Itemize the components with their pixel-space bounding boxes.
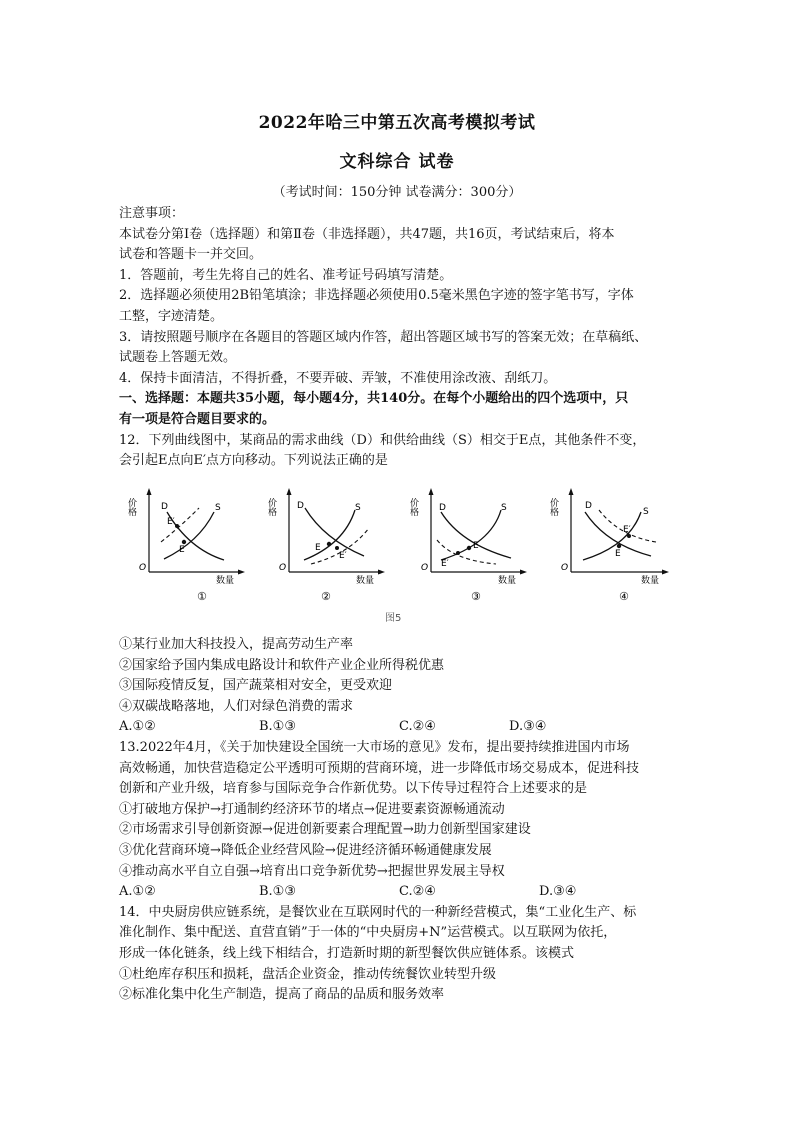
- e-label: E: [179, 545, 185, 555]
- q12-stem-line1: 12．下列曲线图中，某商品的需求曲线（D）和供给曲线（S）相交于E点，其他条件不变，: [119, 432, 646, 448]
- q12-figure: [119, 484, 679, 624]
- q14-stem-line: 准化制作、集中配送、直营直销”于一体的“中央厨房+N”运营模式。以互联网为依托，: [119, 925, 617, 941]
- q13-option-a: A.①②: [119, 884, 156, 900]
- q12-item: ③国际疫情反复，国产蔬菜相对安全，更受欢迎: [119, 678, 393, 694]
- q13-item: ③优化营商环境→降低企业经营风险→促进经济循环畅通健康发展: [119, 842, 492, 858]
- panel-label-3: ③: [471, 590, 481, 603]
- q14-item: ②标准化集中化生产制造，提高了商品的品质和服务效率: [119, 987, 445, 1003]
- exam-title: 2022年哈三中第五次高考模拟考试: [258, 113, 536, 133]
- x-axis-label: 数量: [356, 576, 375, 586]
- demand-curve: [441, 512, 511, 558]
- y-axis-arrow: [287, 488, 292, 495]
- q12-item: ④双碳战略落地，人们对绿色消费的需求: [119, 698, 354, 714]
- exam-info: （考试时间：150分钟 试卷满分：300分）: [272, 185, 522, 200]
- e-label: E: [315, 543, 321, 553]
- figure-caption: 图5: [385, 613, 402, 624]
- q13-option-b: B.①③: [259, 884, 296, 900]
- s-label: S: [215, 503, 221, 513]
- y-axis-arrow: [147, 488, 152, 495]
- origin-label: O: [421, 563, 429, 573]
- notice-line: 4．保持卡面清洁，不得折叠，不要弄破、弄皱，不准使用涂改液、刮纸刀。: [119, 370, 557, 386]
- origin-label: O: [139, 563, 147, 573]
- q12-option-a: A.①②: [119, 719, 156, 735]
- d-label: D: [297, 501, 304, 511]
- q13-stem-line: 创新和产业升级，培育参与国际竞争合作新优势。以下传导过程符合上述要求的是: [119, 781, 588, 797]
- origin-label: O: [279, 563, 287, 573]
- s-label: S: [643, 507, 649, 517]
- q13-item: ②市场需求引导创新资源→促进创新要素合理配置→助力创新型国家建设: [119, 822, 531, 838]
- point-e-prime: [456, 551, 460, 555]
- point-e: [327, 542, 331, 546]
- e-label: E: [615, 549, 621, 559]
- e-prime-label: E′: [339, 551, 347, 561]
- panel-label-4: ④: [619, 590, 629, 603]
- notice-line: 3．请按照题号顺序在各题目的答题区域内作答，超出答题区域书写的答案无效；在草稿纸、: [119, 329, 648, 345]
- exam-subtitle: 文科综合 试卷: [339, 152, 455, 172]
- notice-line: 1．答题前，考生先将自己的姓名、准考证号码填写清楚。: [119, 267, 453, 283]
- x-axis-label: 数量: [498, 576, 517, 586]
- q12-stem-line2: 会引起E点向E′点方向移动。下列说法正确的是: [119, 453, 388, 469]
- q12-option-d: D.③④: [509, 719, 547, 735]
- notice-line: 工整，字迹清楚。: [119, 308, 224, 324]
- q12-graph-3: [401, 484, 536, 604]
- point-e: [182, 540, 186, 544]
- d-label: D: [585, 501, 592, 511]
- supply-curve: [583, 512, 641, 560]
- origin-label: O: [561, 563, 569, 573]
- q12-graph-4: [541, 484, 679, 604]
- e-label: E: [473, 541, 479, 551]
- q13-item: ④推动高水平自立自强→培育出口竞争新优势→把握世界发展主导权: [119, 863, 505, 879]
- notice-block: [119, 204, 679, 472]
- q12-item: ①某行业加大科技投入，提高劳动生产率: [119, 637, 354, 652]
- e-prime-label: E′: [623, 525, 631, 535]
- section-heading-line1: 一、选择题：本题共35小题，每小题4分，共140分。在每个小题给出的四个选项中，只: [119, 391, 629, 407]
- e-prime-label: E′: [441, 559, 449, 569]
- question-block: [119, 635, 679, 1006]
- demand-curve: [305, 508, 364, 556]
- q12-item: ②国家给予国内集成电路设计和软件产业企业所得税优惠: [119, 657, 445, 673]
- y-axis-label: 价格: [126, 498, 136, 516]
- q12-option-b: B.①③: [259, 719, 296, 735]
- q13-stem-line: 13.2022年4月，《关于加快建设全国统一大市场的意见》发布，提出要持续推进国内市场: [119, 739, 630, 755]
- supply-curve: [441, 510, 501, 560]
- x-axis-arrow: [520, 570, 527, 575]
- y-axis-label: 价格: [408, 498, 418, 516]
- q13-stem-line: 高效畅通，加快营造稳定公平透明可预期的营商环境，进一步降低市场交易成本，促进科技: [119, 760, 640, 776]
- q14-item: ①杜绝库存积压和损耗，盘活企业资金，推动传统餐饮业转型升级: [119, 966, 497, 982]
- q13-option-c: C.②④: [399, 884, 436, 900]
- x-axis-arrow: [662, 570, 669, 575]
- e-prime-label: E′: [167, 517, 175, 527]
- q14-stem-line: 形成一体化链条，线上线下相结合，打造新时期的新型餐饮供应链体系。该模式: [119, 945, 575, 961]
- point-e: [467, 546, 471, 550]
- point-e: [617, 544, 621, 548]
- y-axis-label: 价格: [266, 498, 276, 516]
- s-label: S: [355, 503, 361, 513]
- panel-label-2: ②: [321, 590, 331, 603]
- q13-options: [119, 882, 679, 903]
- s-label: S: [501, 503, 507, 513]
- notice-line: 试题卷上答题无效。: [119, 350, 237, 366]
- point-e-prime: [335, 546, 339, 550]
- q13-option-d: D.③④: [539, 884, 577, 900]
- notice-line: 2．选择题必须使用2B铅笔填涂；非选择题必须使用0.5毫米黑色字迹的签字笔书写，字体: [119, 288, 634, 304]
- point-e-prime: [175, 524, 179, 528]
- notice-line: 试卷和答题卡一并交回。: [119, 247, 263, 263]
- y-axis-arrow: [429, 488, 434, 495]
- y-axis-arrow: [569, 488, 574, 495]
- x-axis-arrow: [238, 570, 245, 575]
- q12-options: [119, 717, 679, 738]
- q12-option-c: C.②④: [399, 719, 436, 735]
- x-axis-label: 数量: [641, 576, 660, 586]
- x-axis-label: 数量: [216, 576, 235, 586]
- d-label: D: [439, 503, 446, 513]
- section-heading-line2: 有一项是符合题目要求的。: [119, 411, 276, 427]
- q12-graph-2: [259, 484, 394, 604]
- x-axis-arrow: [378, 570, 385, 575]
- q13-item: ①打破地方保护→打通制约经济环节的堵点→促进要素资源畅通流动: [119, 801, 505, 817]
- notice-heading: 注意事项：: [119, 206, 185, 221]
- q14-stem-line: 14．中央厨房供应链系统，是餐饮业在互联网时代的一种新经营模式，集“工业化生产、标: [119, 904, 637, 920]
- notice-line: 本试卷分第Ⅰ卷（选择题）和第Ⅱ卷（非选择题），共47题，共16页，考试结束后，将本: [119, 226, 615, 242]
- y-axis-label: 价格: [548, 498, 558, 516]
- panel-label-1: ①: [197, 590, 207, 603]
- d-label: D: [161, 502, 168, 512]
- q12-graph-1: [119, 484, 254, 604]
